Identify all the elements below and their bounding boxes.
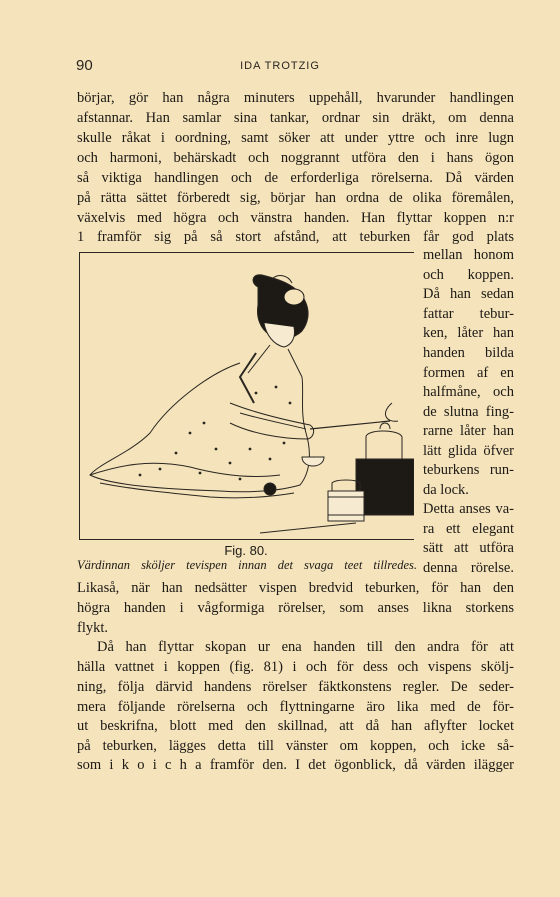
side-line: handen bilda (423, 345, 514, 361)
body-line: hälla vattnet i koppen (fig. 81) i och för dess och vispens skölj- (77, 659, 514, 675)
figure-label: Fig. 80. (224, 543, 268, 558)
body-line: och harmoni, behärskadt och noggrannt utföra den i hans ögon (77, 150, 514, 166)
body-line: Då han flyttar skopan ur ena handen till den andra för att (97, 639, 514, 655)
side-line: sätt att utföra (423, 540, 514, 556)
body-line: ning, följa därvid handens rörelser fäktkonstens regler. De seder- (77, 679, 514, 695)
side-line: Då han sedan (423, 286, 514, 302)
kneeling-woman-illustration (80, 253, 414, 539)
side-line: fattar tebur- (423, 306, 514, 322)
body-line: Likaså, när han nedsätter vispen bredvid teburken, för han den (77, 580, 514, 596)
side-line: ra ett elegant (423, 521, 514, 537)
running-head: IDA TROTZIG (240, 60, 320, 72)
body-line: på rätta sättet förberedt sig, börjar han ordna de olika föremålen, (77, 190, 514, 206)
body-line: skulle råkat i oordning, samt söker att under yttre och inre lugn (77, 130, 514, 146)
side-line: formen af en (423, 365, 514, 381)
body-line: på teburken, lägges detta till vänster om koppen, och icke så- (77, 738, 514, 754)
body-line: 1 framför sig på så stort afstånd, att teburken får god plats (77, 229, 514, 245)
body-line: ut beskrifna, blott med den skillnad, att då han aflyfter locket (77, 718, 514, 734)
figure-caption: Värdinnan sköljer tevispen innan det svaga teet tillredes. (77, 558, 417, 572)
body-line: så viktiga handlingen och de erforderliga rörelserna. Då värden (77, 170, 514, 186)
side-line: mellan honom (423, 247, 514, 263)
figure-80 (79, 252, 414, 540)
side-line: rarne låter han (423, 423, 514, 439)
side-line: denna rörelse. (423, 560, 514, 576)
body-line: växelvis med högra och vänstra handen. Han flyttar koppen n:r (77, 210, 514, 226)
side-line: de slutna fing- (423, 404, 514, 420)
side-line: da lock. (423, 482, 469, 498)
side-line: och koppen. (423, 267, 514, 283)
side-line: ken, låter han (423, 325, 514, 341)
body-line: börjar, gör han några minuters uppehåll, hvarunder handlingen (77, 90, 514, 106)
body-line: högra handen i vågformiga rörelser, som anses likna storkens (77, 600, 514, 616)
page-number: 90 (76, 57, 93, 74)
body-line: som i k o i c h a framför den. I det ögonblick, då värden ilägger (77, 757, 514, 773)
body-line: flykt. (77, 620, 109, 636)
body-line: mera följande rörelserna och flyttningarne äro lika med de för- (77, 699, 514, 715)
side-line: lätt glida öfver (423, 443, 514, 459)
side-line: Detta anses va- (423, 501, 514, 517)
body-line: afstannar. Han samlar sina tankar, ordnar sin dräkt, om denna (77, 110, 514, 126)
side-line: teburkens run- (423, 462, 514, 478)
side-line: halfmåne, och (423, 384, 514, 400)
